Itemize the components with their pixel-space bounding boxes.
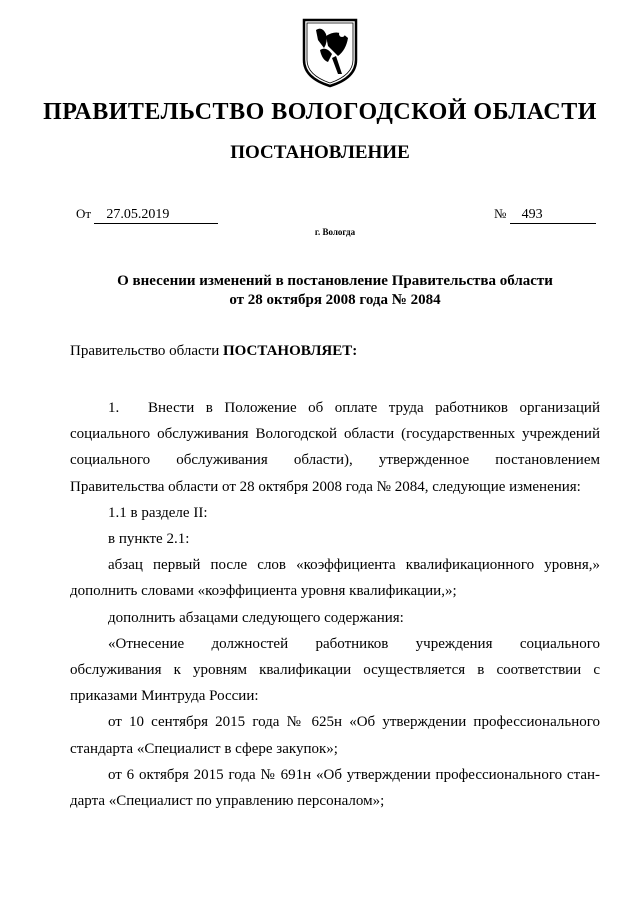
body-line: дополнить абзацами следующего содержания: xyxy=(108,609,404,626)
subject-line: О внесении изменений в постановление Правительства области xyxy=(117,273,553,289)
body-line: «Отнесение должностей работников учреждения социального xyxy=(108,635,600,652)
document-type: ПОСТАНОВЛЕНИЕ xyxy=(230,142,410,163)
body-line: дарта «Специалист по управлению персоналом»; xyxy=(70,793,385,810)
body-line: стандарта «Специалист в сфере закупок»; xyxy=(70,740,338,757)
government-title: ПРАВИТЕЛЬСТВО ВОЛОГОДСКОЙ ОБЛАСТИ xyxy=(43,99,597,125)
date-field xyxy=(76,206,218,224)
number-prefix: № xyxy=(494,206,507,221)
body-line: в пункте 2.1: xyxy=(108,531,190,548)
decrees-statement xyxy=(70,343,357,360)
coat-of-arms-icon xyxy=(298,16,362,88)
body-line: от 6 октября 2015 года № 691н «Об утверждении профессионального стан- xyxy=(108,766,600,783)
body-line: 1. Внести в Положение об оплате труда работников организаций xyxy=(70,395,600,421)
city-label: г. Вологда xyxy=(314,227,356,237)
body-line: социального обслуживания области), утвержденное постановлением xyxy=(70,452,600,469)
body-line: приказами Минтруда России: xyxy=(70,688,259,705)
number-field xyxy=(494,206,596,224)
document-body xyxy=(70,395,600,814)
document-date: 27.05.2019 xyxy=(94,207,218,224)
body-line: 1.1 в разделе II: xyxy=(108,504,208,521)
body-line: социального обслуживания Вологодской области (государственных учреждений xyxy=(70,426,600,443)
body-line: обслуживания к уровням квалификации осуществляется в соответствии с xyxy=(70,662,600,679)
date-prefix: От xyxy=(76,206,92,221)
document-subject xyxy=(90,272,580,310)
document-number: 493 xyxy=(510,207,596,224)
body-line: абзац первый после слов «коэффициента квалификационного уровня,» xyxy=(108,557,600,574)
body-line: Правительства области от 28 октября 2008 года № 2084, следующие изменения: xyxy=(70,478,581,495)
item-number: 1. xyxy=(108,400,120,416)
decrees-keyword: ПОСТАНОВЛЯЕТ: xyxy=(222,343,358,359)
subject-line: от 28 октября 2008 года № 2084 xyxy=(229,292,441,308)
body-line: дополнить словами «коэффициента уровня квалификации,»; xyxy=(70,583,457,600)
decrees-prefix: Правительство области xyxy=(70,343,223,359)
body-line: от 10 сентября 2015 года № 625н «Об утверждении профессионального xyxy=(108,714,600,731)
